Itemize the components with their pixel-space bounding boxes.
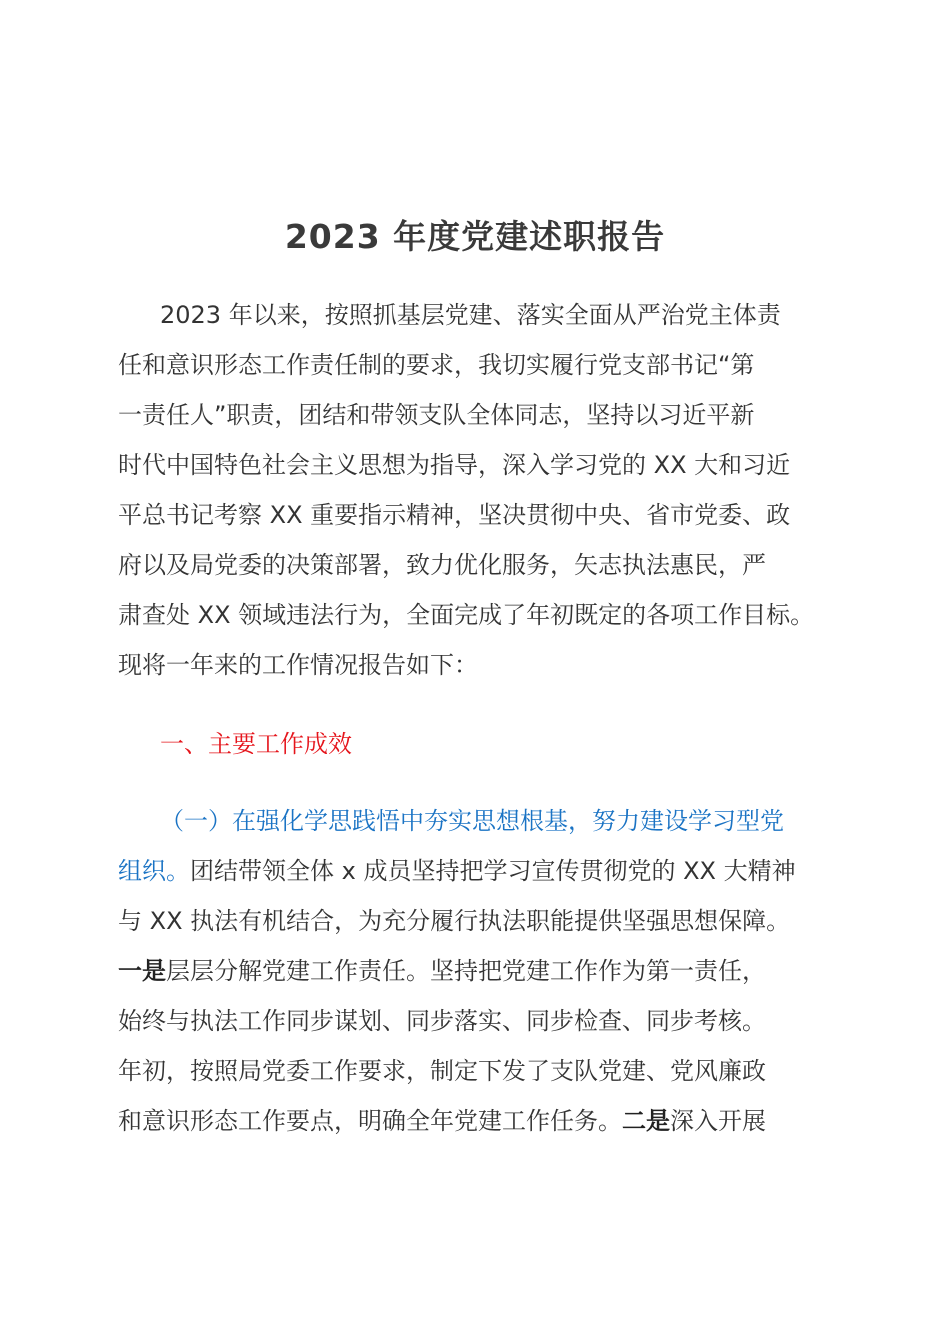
intro-line: 一责任人”职责，团结和带领支队全体同志，坚持以习近平新 (118, 401, 755, 429)
item-label: 二是 (622, 1107, 670, 1135)
paragraph-line: 始终与执法工作同步谋划、同步落实、同步检查、同步考核。 (118, 1007, 766, 1035)
paragraph-line: 与 XX 执法有机结合，为充分履行执法职能提供坚强思想保障。 (118, 907, 791, 935)
paragraph-line (118, 1103, 766, 1139)
paragraph-text: 团结带领全体 x 成员坚持把学习宣传贯彻党的 XX 大精神 (190, 857, 796, 885)
paragraph-line: 年初，按照局党委工作要求，制定下发了支队党建、党风廉政 (118, 1057, 766, 1085)
intro-line: 平总书记考察 XX 重要指示精神，坚决贯彻中央、省市党委、政 (118, 501, 791, 529)
paragraph-text: 和意识形态工作要点，明确全年党建工作任务。 (118, 1107, 622, 1135)
subsection-heading-end: 组织。 (118, 857, 190, 885)
intro-line: 时代中国特色社会主义思想为指导，深入学习党的 XX 大和习近 (118, 451, 791, 479)
paragraph-text: 深入开展 (670, 1107, 766, 1135)
paragraph-line (118, 953, 766, 989)
subsection-heading: （一）在强化学思践悟中夯实思想根基，努力建设学习型党 (160, 807, 784, 835)
intro-line: 任和意识形态工作责任制的要求，我切实履行党支部书记“第 (118, 351, 755, 379)
paragraph-text: 层层分解党建工作责任。坚持把党建工作作为第一责任， (166, 957, 766, 985)
intro-line: 现将一年来的工作情况报告如下： (118, 651, 478, 679)
intro-line: 2023 年以来，按照抓基层党建、落实全面从严治党主体责 (160, 301, 781, 329)
intro-line: 府以及局党委的决策部署，致力优化服务，矢志执法惠民，严 (118, 551, 766, 579)
intro-line: 肃查处 XX 领域违法行为，全面完成了年初既定的各项工作目标。 (118, 601, 815, 629)
section-heading: 一、主要工作成效 (160, 730, 352, 758)
document-title: 2023 年度党建述职报告 (284, 217, 666, 256)
item-label: 一是 (118, 957, 166, 985)
paragraph-line (118, 853, 796, 889)
